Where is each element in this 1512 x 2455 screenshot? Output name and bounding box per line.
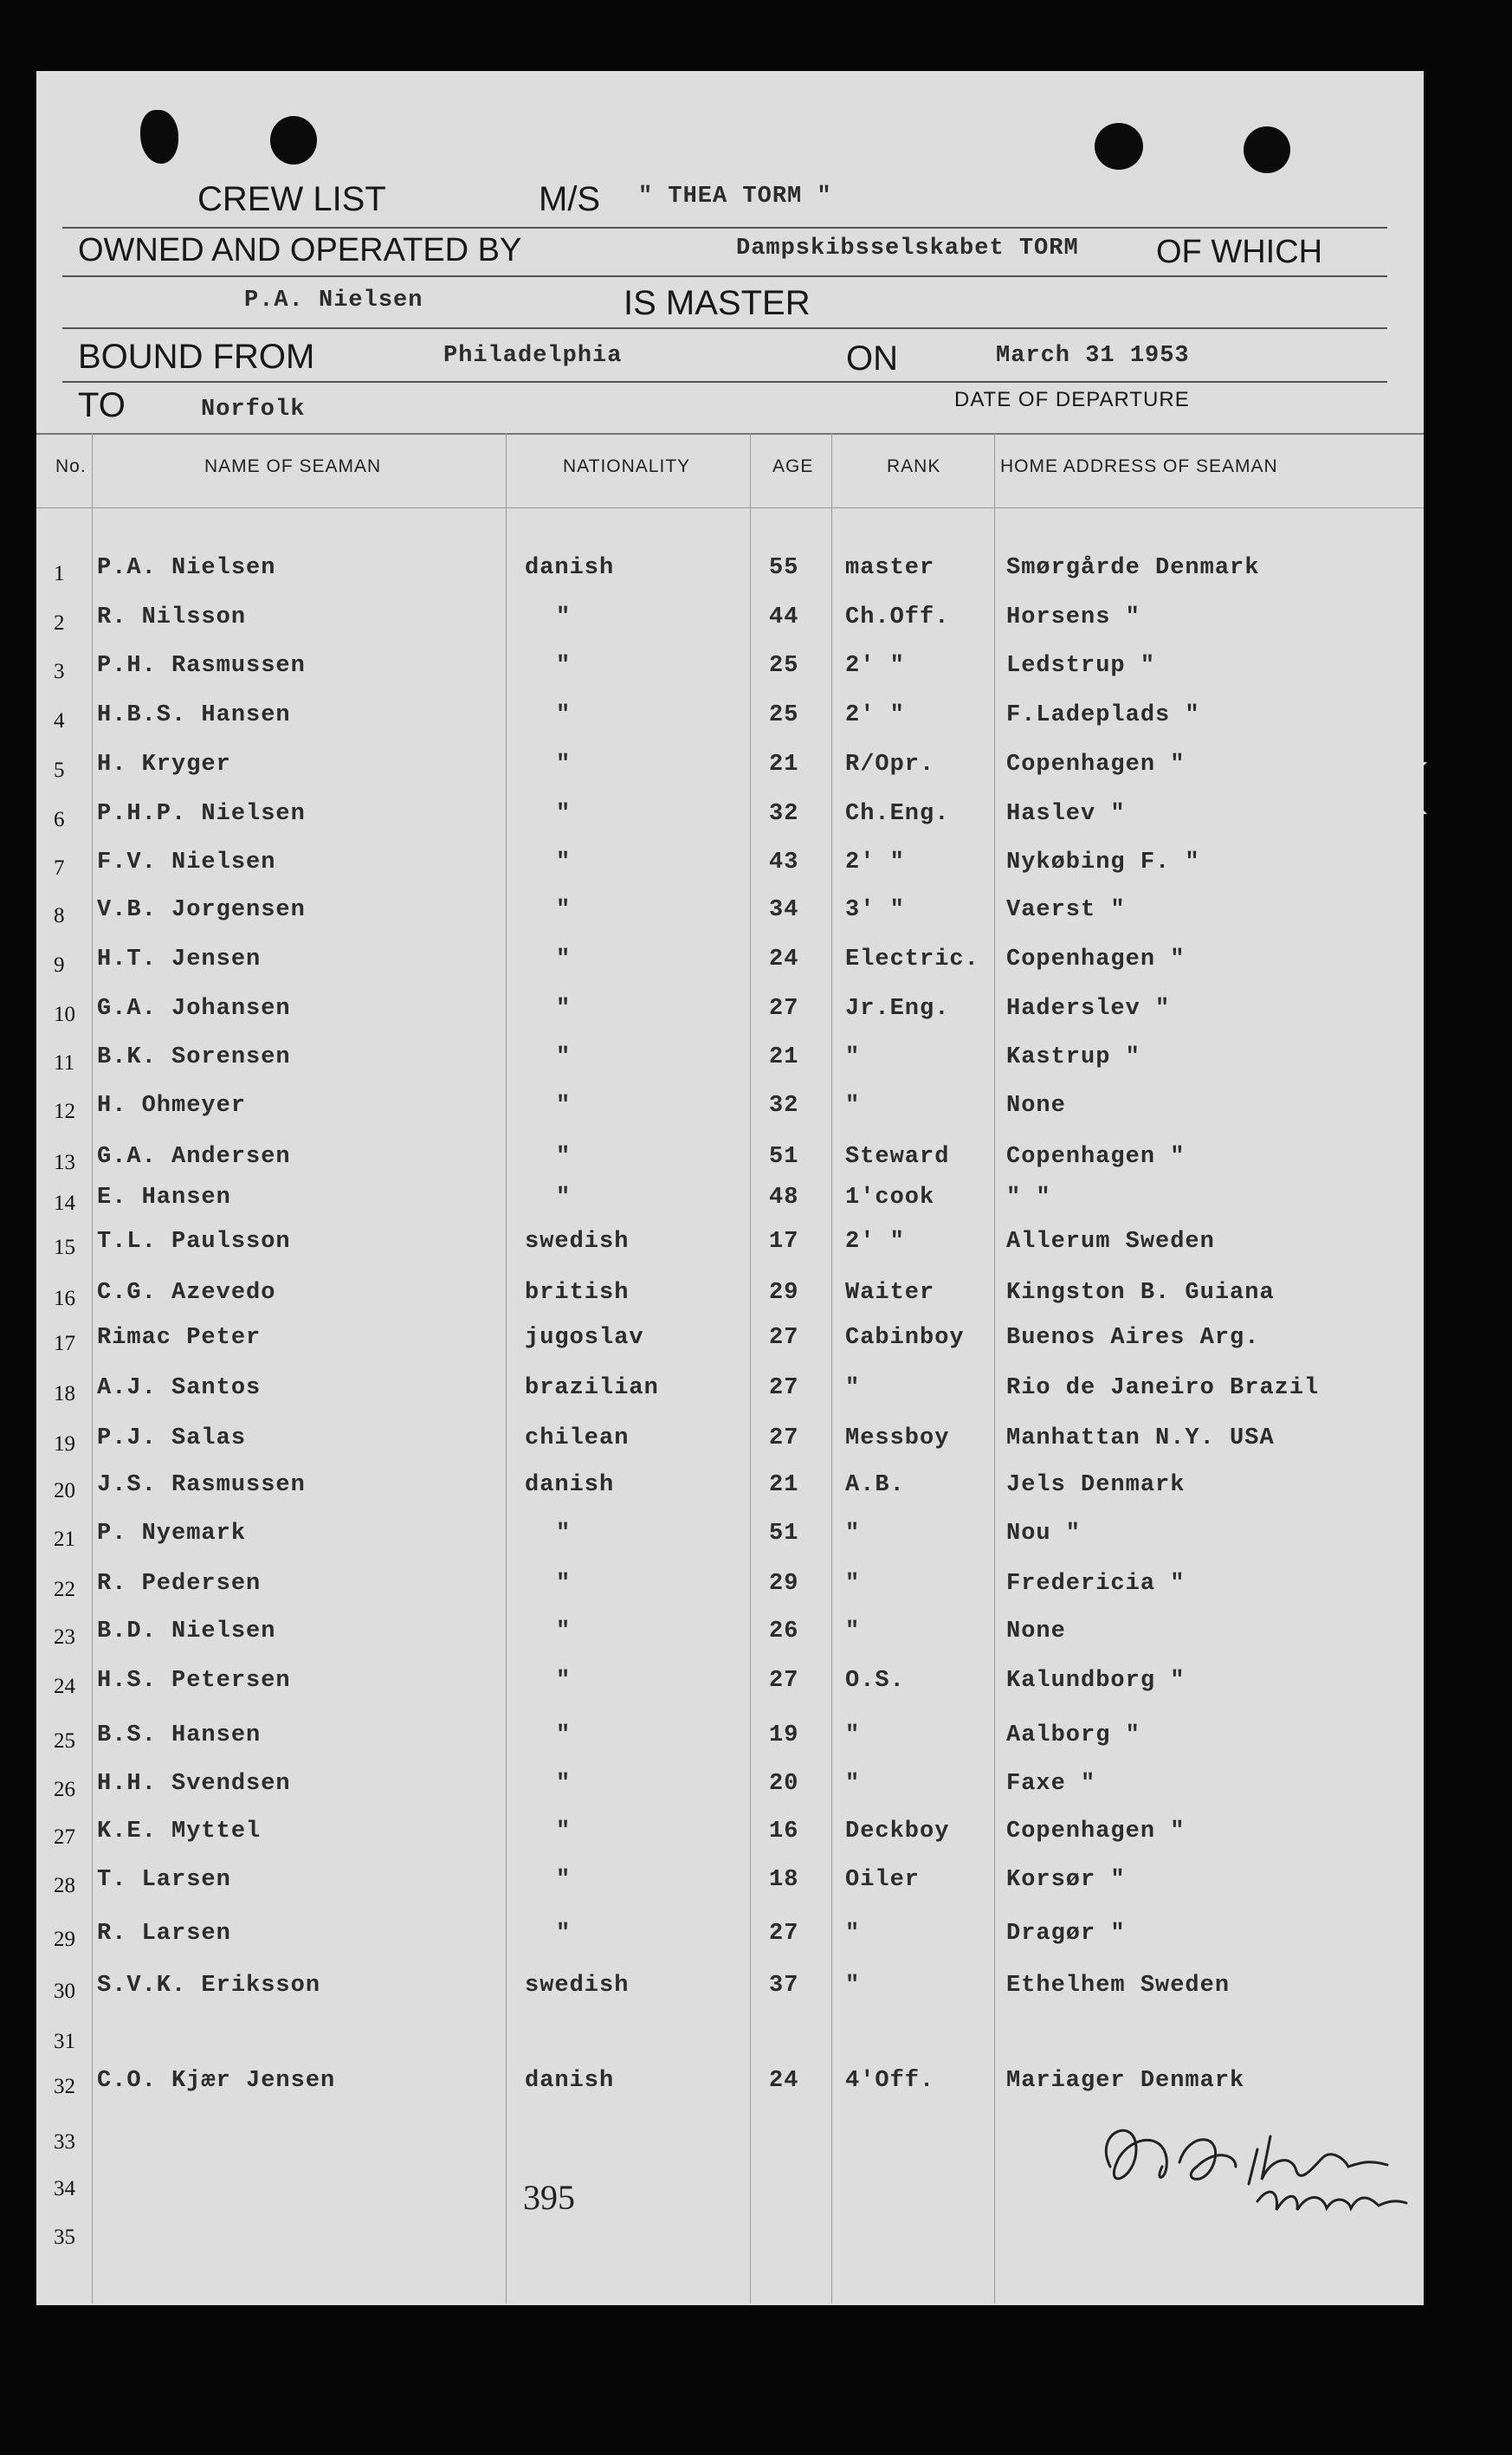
crew-rank: Deckboy bbox=[845, 1819, 950, 1844]
row-number: 1 bbox=[54, 562, 65, 585]
crew-age: 21 bbox=[769, 1044, 799, 1070]
crew-nationality: " bbox=[556, 1571, 572, 1597]
crew-name: B.D. Nielsen bbox=[97, 1618, 276, 1644]
owner-name: Dampskibsselskabet TORM bbox=[736, 236, 1079, 262]
crew-address: Korsør " bbox=[1006, 1867, 1126, 1893]
crew-name: H.S. Petersen bbox=[97, 1668, 291, 1694]
crew-row bbox=[36, 592, 1424, 639]
crew-row bbox=[36, 1313, 1424, 1360]
crew-list-label: CREW LIST bbox=[197, 180, 386, 218]
column-header-address: HOME ADDRESS OF SEAMAN bbox=[1000, 456, 1278, 476]
crew-rank: " bbox=[845, 1571, 861, 1597]
row-number: 17 bbox=[54, 1332, 75, 1355]
crew-age: 51 bbox=[769, 1144, 799, 1170]
row-number: 19 bbox=[54, 1432, 75, 1456]
row-number: 12 bbox=[54, 1100, 75, 1123]
divider-1 bbox=[62, 227, 1387, 229]
crew-nationality: " bbox=[556, 1185, 572, 1211]
crew-age: 29 bbox=[769, 1571, 799, 1597]
crew-age: 24 bbox=[769, 2068, 799, 2094]
crew-address: Buenos Aires Arg. bbox=[1006, 1325, 1260, 1351]
crew-row bbox=[36, 1710, 1424, 1757]
crew-row bbox=[36, 1909, 1424, 1955]
crew-row bbox=[36, 740, 1424, 786]
crew-nationality: " bbox=[556, 996, 572, 1022]
crew-name: B.K. Sorensen bbox=[97, 1044, 291, 1070]
row-number: 8 bbox=[54, 904, 65, 927]
crew-nationality: " bbox=[556, 946, 572, 972]
crew-address: Aalborg " bbox=[1006, 1722, 1140, 1748]
crew-age: 48 bbox=[769, 1185, 799, 1211]
crew-name: T.L. Paulsson bbox=[97, 1229, 291, 1255]
crew-name: A.J. Santos bbox=[97, 1375, 262, 1401]
crew-nationality: " bbox=[556, 1722, 572, 1748]
crew-nationality: " bbox=[556, 1921, 572, 1947]
crew-rank: " bbox=[845, 1973, 861, 1999]
crew-name: P.J. Salas bbox=[97, 1425, 247, 1451]
crew-age: 44 bbox=[769, 604, 799, 630]
crew-nationality: " bbox=[556, 1867, 572, 1893]
of-which-label: OF WHICH bbox=[1156, 234, 1323, 270]
crew-address: Kalundborg " bbox=[1006, 1668, 1186, 1694]
crew-address: Copenhagen " bbox=[1006, 1819, 1186, 1844]
row-number: 18 bbox=[54, 1382, 75, 1405]
punch-hole-2 bbox=[270, 116, 317, 165]
to-value: Norfolk bbox=[201, 397, 306, 423]
crew-row bbox=[36, 2056, 1424, 2103]
crew-row bbox=[36, 1413, 1424, 1460]
crew-address: Copenhagen " bbox=[1006, 752, 1186, 778]
crew-name: P.H.P. Nielsen bbox=[97, 801, 306, 827]
crew-rank: 1'cook bbox=[845, 1185, 935, 1211]
master-name: P.A. Nielsen bbox=[244, 287, 423, 313]
column-header-rank: RANK bbox=[887, 456, 941, 476]
crew-nationality: swedish bbox=[525, 1973, 630, 1999]
row-number: 11 bbox=[54, 1051, 75, 1075]
crew-address: Copenhagen " bbox=[1006, 1144, 1186, 1170]
crew-address: Ethelhem Sweden bbox=[1006, 1973, 1231, 1999]
row-number: 22 bbox=[54, 1578, 75, 1601]
crew-rank: " bbox=[845, 1722, 861, 1748]
crew-nationality: jugoslav bbox=[525, 1325, 644, 1351]
crew-nationality: " bbox=[556, 897, 572, 923]
crew-address: Vaerst " bbox=[1006, 897, 1126, 923]
on-label: ON bbox=[846, 339, 898, 378]
crew-name: R. Larsen bbox=[97, 1921, 231, 1947]
crew-rank: Cabinboy bbox=[845, 1325, 965, 1351]
crew-rank: A.B. bbox=[845, 1472, 905, 1498]
bound-from-label: BOUND FROM bbox=[78, 338, 315, 376]
crew-row bbox=[36, 1759, 1424, 1806]
crew-address: None bbox=[1006, 1618, 1066, 1644]
crew-row bbox=[36, 1132, 1424, 1179]
row-number: 31 bbox=[54, 2030, 75, 2053]
crew-name: R. Nilsson bbox=[97, 604, 247, 630]
row-number: 32 bbox=[54, 2075, 75, 2098]
crew-rank: " bbox=[845, 1771, 861, 1797]
crew-row bbox=[36, 1460, 1424, 1507]
crew-age: 27 bbox=[769, 1921, 799, 1947]
crew-row bbox=[36, 1559, 1424, 1605]
crew-row bbox=[36, 1081, 1424, 1127]
crew-name: P.H. Rasmussen bbox=[97, 653, 306, 679]
crew-name: H. Kryger bbox=[97, 752, 231, 778]
crew-row bbox=[36, 885, 1424, 932]
crew-nationality: danish bbox=[525, 1472, 615, 1498]
crew-name: K.E. Myttel bbox=[97, 1819, 262, 1844]
crew-address: Rio de Janeiro Brazil bbox=[1006, 1375, 1320, 1401]
crew-nationality: " bbox=[556, 752, 572, 778]
row-number: 35 bbox=[54, 2226, 75, 2249]
crew-nationality: " bbox=[556, 850, 572, 875]
crew-row bbox=[36, 837, 1424, 884]
crew-address: Fredericia " bbox=[1006, 1571, 1186, 1597]
crew-age: 21 bbox=[769, 752, 799, 778]
crew-age: 32 bbox=[769, 1093, 799, 1119]
crew-row bbox=[36, 1961, 1424, 2007]
divider-3 bbox=[62, 327, 1387, 329]
row-number: 21 bbox=[54, 1528, 75, 1551]
crew-nationality: chilean bbox=[525, 1425, 630, 1451]
crew-address: Ledstrup " bbox=[1006, 653, 1156, 679]
crew-age: 29 bbox=[769, 1280, 799, 1306]
crew-name: T. Larsen bbox=[97, 1867, 231, 1893]
row-number: 2 bbox=[54, 611, 65, 635]
crew-row bbox=[36, 1217, 1424, 1263]
crew-rank: " bbox=[845, 1044, 861, 1070]
crew-age: 16 bbox=[769, 1819, 799, 1844]
crew-row bbox=[36, 690, 1424, 737]
crew-age: 27 bbox=[769, 1375, 799, 1401]
crew-rank: " bbox=[845, 1921, 861, 1947]
to-label: TO bbox=[78, 386, 126, 424]
crew-nationality: " bbox=[556, 653, 572, 679]
row-number: 30 bbox=[54, 1980, 75, 2003]
crew-nationality: " bbox=[556, 801, 572, 827]
crew-age: 27 bbox=[769, 1325, 799, 1351]
crew-age: 24 bbox=[769, 946, 799, 972]
row-number: 16 bbox=[54, 1287, 75, 1310]
crew-age: 25 bbox=[769, 653, 799, 679]
crew-row bbox=[36, 1173, 1424, 1219]
crew-nationality: " bbox=[556, 702, 572, 728]
crew-age: 20 bbox=[769, 1771, 799, 1797]
crew-name: G.A. Johansen bbox=[97, 996, 291, 1022]
vessel-name: " THEA TORM " bbox=[638, 184, 832, 210]
crew-age: 19 bbox=[769, 1722, 799, 1748]
owned-label: OWNED AND OPERATED BY bbox=[78, 232, 522, 268]
crew-row bbox=[36, 1268, 1424, 1315]
crew-name: C.G. Azevedo bbox=[97, 1280, 276, 1306]
crew-address: Haderslev " bbox=[1006, 996, 1171, 1022]
master-signature bbox=[1084, 2097, 1413, 2227]
crew-address: Dragør " bbox=[1006, 1921, 1126, 1947]
row-number: 14 bbox=[54, 1192, 75, 1215]
crew-nationality: danish bbox=[525, 2068, 615, 2094]
crew-age: 55 bbox=[769, 555, 799, 581]
crew-age: 21 bbox=[769, 1472, 799, 1498]
crew-nationality: " bbox=[556, 1771, 572, 1797]
crew-rank: Steward bbox=[845, 1144, 950, 1170]
crew-row bbox=[36, 1656, 1424, 1702]
bound-from-value: Philadelphia bbox=[443, 343, 623, 369]
row-number: 20 bbox=[54, 1479, 75, 1502]
crew-address: Kingston B. Guiana bbox=[1006, 1280, 1275, 1306]
crew-address: Mariager Denmark bbox=[1006, 2068, 1245, 2094]
row-number: 33 bbox=[54, 2130, 75, 2154]
crew-row bbox=[36, 1032, 1424, 1079]
crew-name: V.B. Jorgensen bbox=[97, 897, 306, 923]
row-number: 15 bbox=[54, 1236, 75, 1259]
crew-rank: 4'Off. bbox=[845, 2068, 935, 2094]
row-number: 9 bbox=[54, 953, 65, 977]
crew-list-document bbox=[36, 71, 1424, 2305]
crew-nationality: " bbox=[556, 1044, 572, 1070]
row-number: 4 bbox=[54, 709, 65, 733]
row-number: 5 bbox=[54, 759, 65, 782]
crew-name: E. Hansen bbox=[97, 1185, 231, 1211]
crew-rank: master bbox=[845, 555, 935, 581]
crew-name: P.A. Nielsen bbox=[97, 555, 276, 581]
crew-nationality: danish bbox=[525, 555, 615, 581]
crew-rank: 2' " bbox=[845, 1229, 905, 1255]
crew-age: 32 bbox=[769, 801, 799, 827]
crew-age: 27 bbox=[769, 1425, 799, 1451]
crew-address: Faxe " bbox=[1006, 1771, 1096, 1797]
crew-name: B.S. Hansen bbox=[97, 1722, 262, 1748]
divider-2 bbox=[62, 275, 1387, 277]
crew-address: Copenhagen " bbox=[1006, 946, 1186, 972]
row-number: 25 bbox=[54, 1729, 75, 1753]
crew-row bbox=[36, 1806, 1424, 1853]
crew-name: Rimac Peter bbox=[97, 1325, 262, 1351]
crew-rank: " bbox=[845, 1375, 861, 1401]
crew-nationality: " bbox=[556, 1144, 572, 1170]
crew-nationality: british bbox=[525, 1280, 630, 1306]
crew-age: 25 bbox=[769, 702, 799, 728]
row-number: 29 bbox=[54, 1928, 75, 1951]
crew-rank: " bbox=[845, 1521, 861, 1547]
crew-rank: Jr.Eng. bbox=[845, 996, 950, 1022]
crew-rank: 2' " bbox=[845, 702, 905, 728]
crew-name: J.S. Rasmussen bbox=[97, 1472, 306, 1498]
column-header-no: No. bbox=[55, 456, 87, 476]
crew-rank: Electric. bbox=[845, 946, 979, 972]
page-number: 395 bbox=[523, 2178, 575, 2217]
crew-row bbox=[36, 934, 1424, 981]
crew-age: 17 bbox=[769, 1229, 799, 1255]
crew-address: Kastrup " bbox=[1006, 1044, 1140, 1070]
crew-name: H. Ohmeyer bbox=[97, 1093, 247, 1119]
crew-address: Jels Denmark bbox=[1006, 1472, 1186, 1498]
crew-name: G.A. Andersen bbox=[97, 1144, 291, 1170]
row-number: 24 bbox=[54, 1675, 75, 1698]
crew-nationality: " bbox=[556, 1618, 572, 1644]
crew-address: Nou " bbox=[1006, 1521, 1082, 1547]
row-number: 34 bbox=[54, 2177, 75, 2200]
crew-address: Manhattan N.Y. USA bbox=[1006, 1425, 1275, 1451]
crew-rank: 2' " bbox=[845, 653, 905, 679]
crew-address: Smørgårde Denmark bbox=[1006, 555, 1260, 581]
header-divider bbox=[36, 507, 1424, 508]
crew-age: 43 bbox=[769, 850, 799, 875]
column-header-nationality: NATIONALITY bbox=[563, 456, 691, 476]
date-of-departure-label: DATE OF DEPARTURE bbox=[954, 388, 1190, 411]
crew-rank: 3' " bbox=[845, 897, 905, 923]
crew-row bbox=[36, 1509, 1424, 1555]
row-number: 13 bbox=[54, 1151, 75, 1174]
divider-5 bbox=[36, 433, 1424, 435]
crew-rank: Oiler bbox=[845, 1867, 921, 1893]
crew-row bbox=[36, 2011, 1424, 2058]
crew-age: 18 bbox=[769, 1867, 799, 1893]
column-header-age: AGE bbox=[772, 456, 814, 476]
divider-4 bbox=[62, 381, 1387, 383]
row-number: 23 bbox=[54, 1625, 75, 1649]
crew-rank: 2' " bbox=[845, 850, 905, 875]
crew-row bbox=[36, 1363, 1424, 1410]
crew-row bbox=[36, 641, 1424, 688]
crew-age: 26 bbox=[769, 1618, 799, 1644]
row-number: 3 bbox=[54, 660, 65, 683]
crew-rank: Ch.Off. bbox=[845, 604, 950, 630]
crew-address: F.Ladeplads " bbox=[1006, 702, 1200, 728]
crew-address: Haslev " bbox=[1006, 801, 1126, 827]
crew-age: 37 bbox=[769, 1973, 799, 1999]
crew-nationality: swedish bbox=[525, 1229, 630, 1255]
crew-address: Horsens " bbox=[1006, 604, 1140, 630]
crew-rank: O.S. bbox=[845, 1668, 905, 1694]
crew-address: " " bbox=[1006, 1185, 1051, 1211]
crew-rank: Waiter bbox=[845, 1280, 935, 1306]
is-master-label: IS MASTER bbox=[624, 284, 811, 322]
crew-rank: Messboy bbox=[845, 1425, 950, 1451]
crew-rank: " bbox=[845, 1618, 861, 1644]
row-number: 10 bbox=[54, 1003, 75, 1026]
crew-name: H.B.S. Hansen bbox=[97, 702, 291, 728]
crew-nationality: " bbox=[556, 1668, 572, 1694]
crew-row bbox=[36, 984, 1424, 1030]
crew-row bbox=[36, 1855, 1424, 1902]
crew-age: 51 bbox=[769, 1521, 799, 1547]
crew-name: R. Pedersen bbox=[97, 1571, 262, 1597]
crew-age: 27 bbox=[769, 1668, 799, 1694]
crew-rank: R/Opr. bbox=[845, 752, 935, 778]
crew-name: S.V.K. Eriksson bbox=[97, 1973, 321, 1999]
crew-nationality: " bbox=[556, 604, 572, 630]
crew-name: H.H. Svendsen bbox=[97, 1771, 291, 1797]
row-number: 7 bbox=[54, 856, 65, 880]
punch-hole-4 bbox=[1244, 126, 1290, 173]
crew-address: None bbox=[1006, 1093, 1066, 1119]
row-number: 26 bbox=[54, 1778, 75, 1801]
crew-name: F.V. Nielsen bbox=[97, 850, 276, 875]
crew-rank: " bbox=[845, 1093, 861, 1119]
crew-row bbox=[36, 1606, 1424, 1653]
crew-name: H.T. Jensen bbox=[97, 946, 262, 972]
crew-nationality: " bbox=[556, 1521, 572, 1547]
crew-row bbox=[36, 543, 1424, 590]
row-number: 28 bbox=[54, 1874, 75, 1897]
crew-row bbox=[36, 789, 1424, 836]
crew-address: Allerum Sweden bbox=[1006, 1229, 1215, 1255]
crew-name: C.O. Kjær Jensen bbox=[97, 2068, 336, 2094]
column-header-name: NAME OF SEAMAN bbox=[204, 456, 382, 476]
crew-nationality: brazilian bbox=[525, 1375, 659, 1401]
punch-hole-3 bbox=[1095, 123, 1143, 170]
crew-rank: Ch.Eng. bbox=[845, 801, 950, 827]
vessel-prefix: M/S bbox=[539, 180, 601, 218]
departure-date: March 31 1953 bbox=[996, 343, 1190, 369]
crew-age: 27 bbox=[769, 996, 799, 1022]
row-number: 27 bbox=[54, 1825, 75, 1849]
row-number: 6 bbox=[54, 808, 65, 831]
crew-address: Nykøbing F. " bbox=[1006, 850, 1200, 875]
crew-nationality: " bbox=[556, 1819, 572, 1844]
crew-nationality: " bbox=[556, 1093, 572, 1119]
crew-name: P. Nyemark bbox=[97, 1521, 247, 1547]
punch-hole-1 bbox=[140, 110, 178, 164]
crew-age: 34 bbox=[769, 897, 799, 923]
